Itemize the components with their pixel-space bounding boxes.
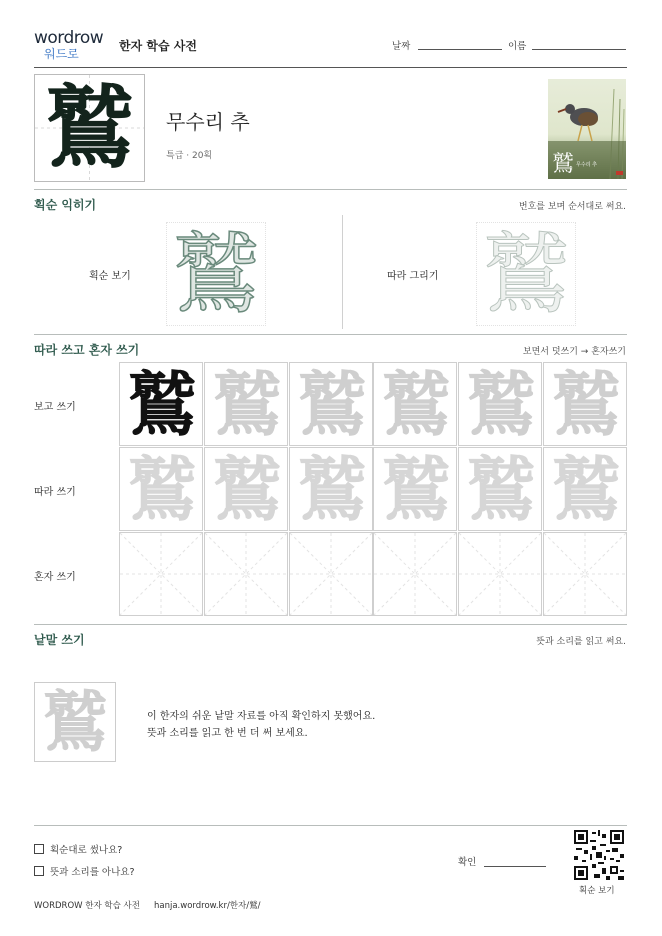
checkbox-icon[interactable]: [34, 866, 44, 876]
date-field[interactable]: [418, 49, 502, 50]
logo-korean: 워드로: [44, 47, 79, 61]
logo[interactable]: [34, 30, 114, 66]
checklist-item-stroke[interactable]: 획순대로 썼나요?: [34, 842, 122, 856]
trace-character: 鷲: [381, 448, 451, 531]
photo-caption-char: 鷲: [552, 152, 575, 177]
word-character: 鷲: [42, 683, 108, 761]
meaning-sound: 무수리 추: [166, 110, 250, 134]
practice-cell[interactable]: [543, 362, 627, 446]
cross-guide: [544, 533, 626, 615]
confirm-field[interactable]: [484, 866, 546, 867]
grade-strokes: 특급 · 20획: [166, 151, 213, 161]
word-section-title: 낱말 쓰기: [34, 633, 85, 647]
stroke-view-label: 획순 보기: [89, 271, 131, 282]
bird-photo: [548, 79, 626, 179]
cross-guide: [374, 533, 456, 615]
stroke-order-character: 鷲: [171, 223, 260, 326]
stroke-section-divider: [34, 334, 627, 335]
qr-caption: 획순 보기: [579, 886, 615, 896]
stroke-trace-diagram[interactable]: [476, 222, 576, 326]
app-title: 한자 학습 사전: [119, 39, 197, 53]
empty-practice-cell[interactable]: [458, 532, 542, 616]
photo-badge: [616, 171, 623, 175]
practice-cell[interactable]: [373, 362, 457, 446]
photo-caption-sub: 무수리 추: [576, 162, 597, 168]
empty-practice-cell[interactable]: [373, 532, 457, 616]
hero-divider: [34, 189, 627, 190]
stroke-trace-character: 鷲: [481, 223, 570, 326]
footer-url[interactable]: hanja.wordrow.kr/한자/鷲/: [154, 901, 261, 911]
practice-cell[interactable]: [373, 447, 457, 531]
qr-code-graphic: [574, 830, 624, 880]
practice-cell[interactable]: [204, 362, 288, 446]
word-character-box[interactable]: [34, 682, 116, 762]
checklist-item-meaning[interactable]: 뜻과 소리를 아나요?: [34, 864, 135, 878]
trace-character: 鷲: [551, 363, 621, 446]
confirm-label: 확인: [458, 857, 477, 868]
practice-cell[interactable]: [458, 362, 542, 446]
row-label-alone: 혼자 쓰기: [34, 572, 76, 583]
header-divider: [34, 67, 627, 68]
model-character: 鷲: [127, 363, 197, 446]
empty-practice-cell[interactable]: [119, 532, 203, 616]
row-label-see: 보고 쓰기: [34, 402, 76, 413]
word-section-hint: 뜻과 소리를 읽고 써요.: [536, 637, 626, 647]
qr-code-icon[interactable]: [574, 830, 624, 880]
practice-cell[interactable]: [119, 362, 203, 446]
practice-section-title: 따라 쓰고 혼자 쓰기: [34, 343, 140, 357]
practice-cell[interactable]: [458, 447, 542, 531]
cross-guide: [120, 533, 202, 615]
name-field[interactable]: [532, 49, 626, 50]
empty-practice-cell[interactable]: [204, 532, 288, 616]
word-notice-line1: 이 한자의 쉬운 낱말 자료를 아직 확인하지 못했어요.: [147, 711, 376, 722]
empty-practice-cell[interactable]: [543, 532, 627, 616]
trace-character: 鷲: [212, 448, 282, 531]
stroke-trace-label: 따라 그리기: [387, 271, 439, 282]
practice-cell[interactable]: [543, 447, 627, 531]
practice-section-divider: [34, 624, 627, 625]
practice-section-hint: 보면서 덧쓰기 → 혼자쓰기: [522, 347, 626, 357]
practice-grid: [119, 362, 627, 618]
cross-guide: [290, 533, 372, 615]
practice-cell[interactable]: [289, 447, 373, 531]
trace-character: 鷲: [212, 363, 282, 446]
hero-character: 鷲: [44, 75, 135, 181]
word-notice-line2: 뜻과 소리를 읽고 한 번 더 써 보세요.: [147, 728, 308, 739]
trace-character: 鷲: [466, 448, 536, 531]
cross-guide: [205, 533, 287, 615]
stroke-order-diagram[interactable]: [166, 222, 266, 326]
footer-divider: [34, 825, 627, 826]
cross-guide: [459, 533, 541, 615]
row-label-trace: 따라 쓰기: [34, 487, 76, 498]
logo-wordmark: wordrow: [34, 28, 104, 48]
date-label: 날짜: [392, 41, 411, 52]
hero-character-box: [34, 74, 145, 182]
empty-practice-cell[interactable]: [289, 532, 373, 616]
stroke-divider: [342, 215, 343, 329]
trace-character: 鷲: [551, 448, 621, 531]
trace-character: 鷲: [297, 448, 367, 531]
practice-cell[interactable]: [204, 447, 288, 531]
checkbox-icon[interactable]: [34, 844, 44, 854]
practice-cell[interactable]: [119, 447, 203, 531]
trace-character: 鷲: [466, 363, 536, 446]
trace-character: 鷲: [127, 448, 197, 531]
trace-character: 鷲: [381, 363, 451, 446]
name-label: 이름: [508, 41, 527, 52]
stroke-section-hint: 번호를 보며 순서대로 써요.: [518, 202, 626, 212]
practice-cell[interactable]: [289, 362, 373, 446]
stroke-section-title: 획순 익히기: [34, 198, 97, 212]
trace-character: 鷲: [297, 363, 367, 446]
footer-brand: WORDROW 한자 학습 사전: [34, 901, 140, 911]
